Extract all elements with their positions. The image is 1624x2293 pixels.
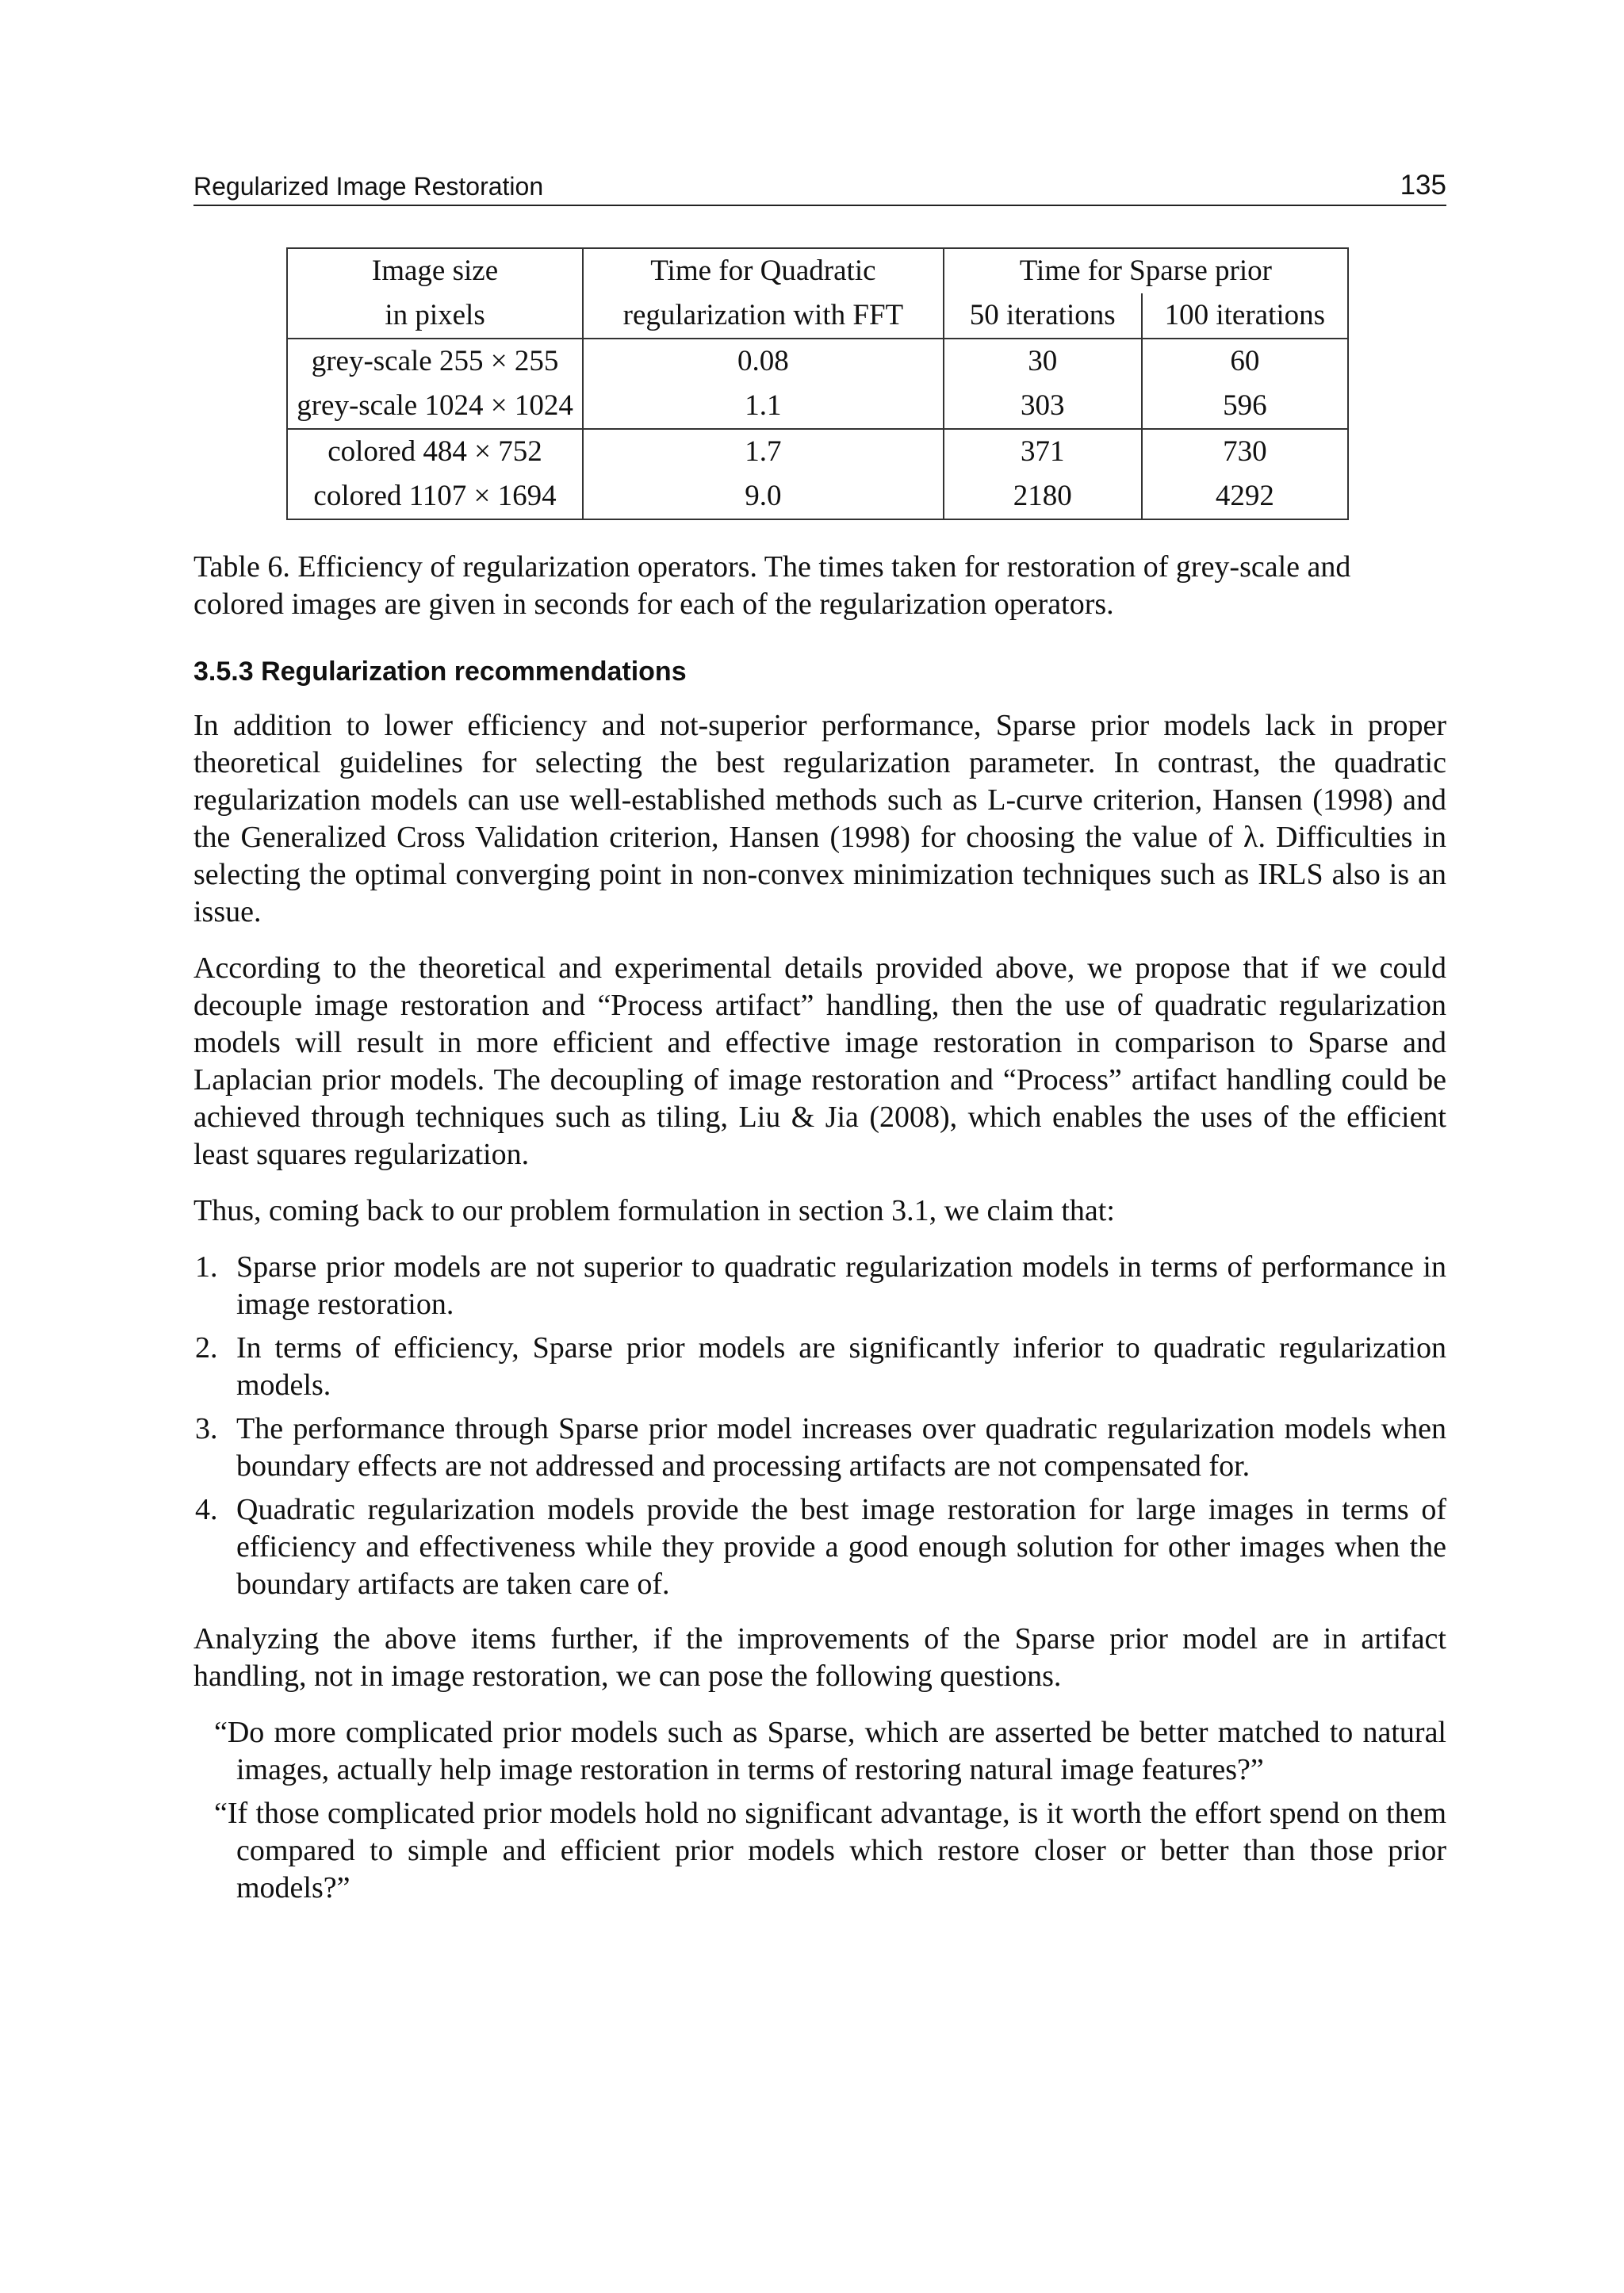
col-sparse-100-head: 100 iterations	[1142, 293, 1348, 339]
running-title: Regularized Image Restoration	[193, 172, 544, 201]
table-row	[287, 429, 1348, 474]
list-item	[193, 1249, 1446, 1323]
cell-size: colored 1107 × 1694	[287, 474, 583, 519]
col-sparse-50-head: 50 iterations	[944, 293, 1142, 339]
col-image-size-head: Image size	[287, 248, 583, 293]
efficiency-table	[286, 247, 1349, 520]
list-item-text: Quadratic regularization models provide the best image restoration for large images in terms of efficiency and effectiveness while they provide a good enough solution for other images when the boundary artifacts are taken care of.	[236, 1493, 1446, 1601]
cell-quadratic: 1.1	[583, 384, 944, 429]
paragraph-efficiency: In addition to lower efficiency and not-superior performance, Sparse prior models lack in proper theoretical guidelines for selecting the best regularization parameter. In contrast, the quadratic regularization models can use well-established methods such as L-curve criterion, Hansen (1998) and the Generalized Cross Validation criterion, Hansen (1998) for choosing the value of λ. Difficulties in selecting the optimal converging point in non-convex minimization techniques such as IRLS also is an issue.	[193, 709, 1446, 928]
cell-sparse100: 730	[1142, 429, 1348, 474]
claims-list	[193, 1249, 1446, 1603]
list-item-text: Sparse prior models are not superior to quadratic regularization models in terms of performance in image restoration.	[236, 1250, 1446, 1321]
col-image-size-head-2: in pixels	[287, 293, 583, 339]
cell-quadratic: 1.7	[583, 429, 944, 474]
cell-sparse50: 303	[944, 384, 1142, 429]
cell-quadratic: 0.08	[583, 339, 944, 384]
col-quadratic-head: Time for Quadratic	[583, 248, 944, 293]
cell-sparse100: 4292	[1142, 474, 1348, 519]
table-row	[287, 384, 1348, 429]
cell-quadratic: 9.0	[583, 474, 944, 519]
paragraph-analysis: Analyzing the above items further, if the improvements of the Sparse prior model are in artifact handling, not in image restoration, we can pose the following questions.	[193, 1622, 1446, 1693]
table-row	[287, 339, 1348, 384]
list-item-number: 1.	[195, 1250, 218, 1284]
col-quadratic-head-2: regularization with FFT	[583, 293, 944, 339]
section-heading: 3.5.3 Regularization recommendations	[193, 657, 687, 687]
cell-sparse50: 371	[944, 429, 1142, 474]
running-header	[193, 163, 1446, 206]
paragraph-claim-intro: Thus, coming back to our problem formulation in section 3.1, we claim that:	[193, 1194, 1115, 1227]
list-item-number: 4.	[195, 1493, 218, 1526]
col-sparse-group-head: Time for Sparse prior	[944, 248, 1348, 293]
page	[193, 163, 1446, 1913]
cell-sparse50: 30	[944, 339, 1142, 384]
list-item	[193, 1330, 1446, 1404]
cell-size: grey-scale 255 × 255	[287, 339, 583, 384]
paragraph-proposal: According to the theoretical and experimental details provided above, we propose that if we could decouple image restoration and “Process artifact” handling, then the use of quadratic regularization models will result in more efficient and effective image restoration in comparison to Sparse and Laplacian prior models. The decoupling of image restoration and “Process” artifact handling could be achieved through techniques such as tiling, Liu & Jia (2008), which enables the uses of the efficient least squares regularization.	[193, 951, 1446, 1171]
table-row	[287, 474, 1348, 519]
cell-size: colored 484 × 752	[287, 429, 583, 474]
list-item	[193, 1491, 1446, 1603]
quote-question-2: “If those complicated prior models hold no significant advantage, is it worth the effort spend on them compared to simple and efficient prior models which restore closer or better than those prior models?”	[214, 1797, 1446, 1904]
table-header-row-1	[287, 248, 1348, 293]
list-item	[193, 1411, 1446, 1485]
list-item-number: 2.	[195, 1331, 218, 1365]
quote-question-1: “Do more complicated prior models such as Sparse, which are asserted be better matched to natural images, actually help image restoration in terms of restoring natural image features?”	[214, 1716, 1446, 1786]
cell-sparse50: 2180	[944, 474, 1142, 519]
table-header-row-2	[287, 293, 1348, 339]
table-caption: Table 6. Efficiency of regularization operators. The times taken for restoration of grey-scale and colored images are given in seconds for each of the regularization operators.	[193, 550, 1351, 621]
list-item-number: 3.	[195, 1412, 218, 1445]
page-number: 135	[1400, 170, 1446, 201]
efficiency-table-wrapper	[286, 247, 1349, 520]
cell-size: grey-scale 1024 × 1024	[287, 384, 583, 429]
cell-sparse100: 60	[1142, 339, 1348, 384]
list-item-text: The performance through Sparse prior model increases over quadratic regularization models when boundary effects are not addressed and processing artifacts are not compensated for.	[236, 1412, 1446, 1483]
list-item-text: In terms of efficiency, Sparse prior models are significantly inferior to quadratic regularization models.	[236, 1331, 1446, 1402]
cell-sparse100: 596	[1142, 384, 1348, 429]
